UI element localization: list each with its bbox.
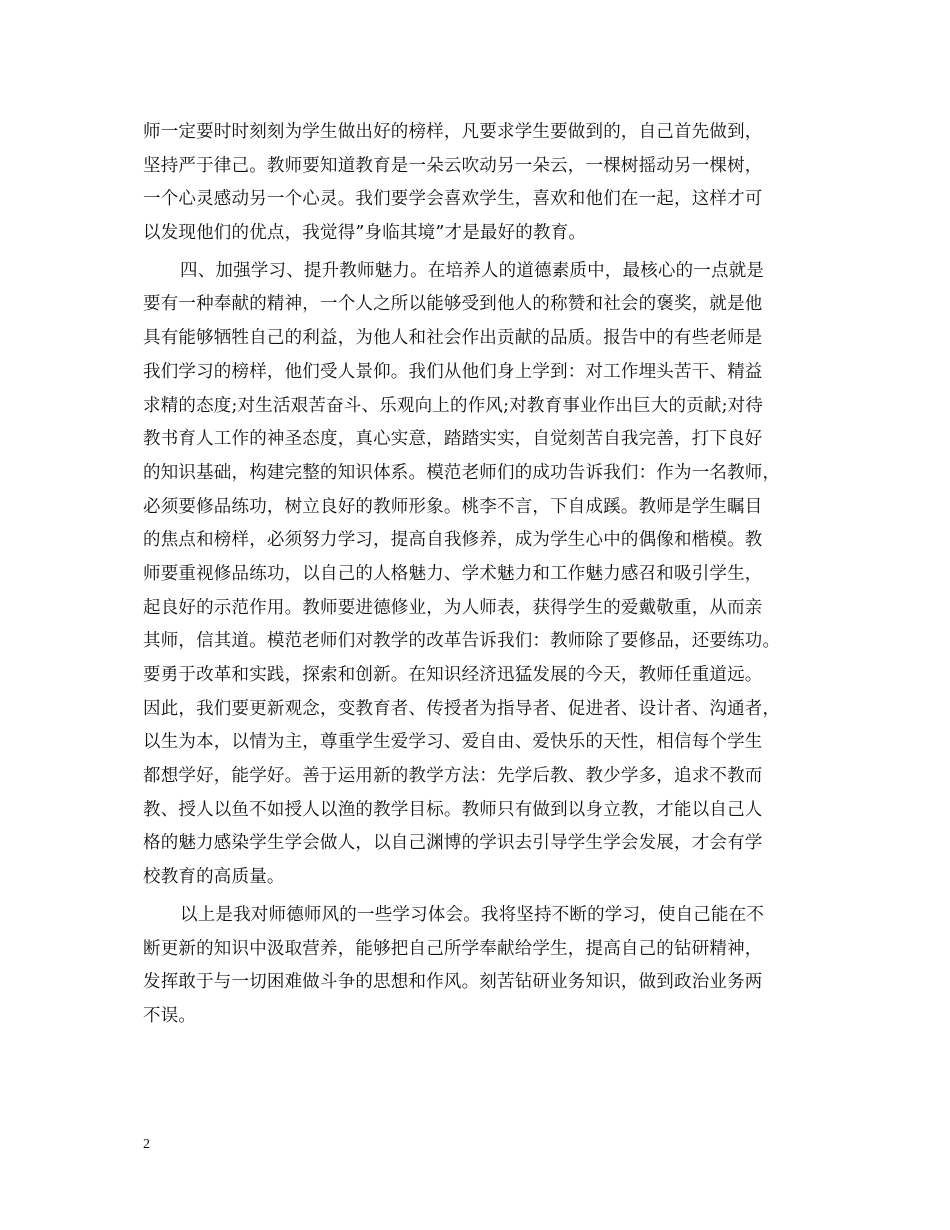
text-line: 求精的态度;对生活艰苦奋斗、乐观向上的作风;对教育事业作出巨大的贡献;对待 [143,395,764,416]
text-line: 都想学好，能学好。善于运用新的教学方法：先学后教、教少学多，追求不教而 [143,766,763,787]
text-line: 必须要修品练功，树立良好的教师形象。桃李不言，下自成蹊。教师是学生瞩目 [143,496,763,517]
text-line: 师一定要时时刻刻为学生做出好的榜样，凡要求学生要做到的，自己首先做到， [143,122,763,142]
text-line: 以生为本，以情为主，尊重学生爱学习、爱自由、爱快乐的天性，相信每个学生 [143,732,763,753]
text-line: 我们学习的榜样，他们受人景仰。我们从他们身上学到：对工作埋头苦干、精益 [143,361,763,382]
text-line: 以上是我对师德师风的一些学习体会。我将坚持不断的学习，使自己能在不 [180,904,765,925]
text-line: 具有能够牺牲自己的利益，为他人和社会作出贡献的品质。报告中的有些老师是 [143,328,763,349]
text-line: 教、授人以鱼不如授人以渔的教学目标。教师只有做到以身立教，才能以自己人 [143,799,763,820]
text-line: 坚持严于律己。教师要知道教育是一朵云吹动另一朵云，一棵树摇动另一棵树， [143,155,763,176]
text-line: 以发现他们的优点，我觉得”身临其境”才是最好的教育。 [143,223,587,244]
text-line: 校教育的高质量。 [143,867,285,888]
text-line: 不误。 [143,1005,197,1026]
paragraph [143,255,823,895]
text-line: 教书育人工作的神圣态度，真心实意，踏踏实实，自觉刻苦自我完善，打下良好 [143,429,763,450]
text-line: 因此，我们要更新观念，变教育者、传授者为指导者、促进者、设计者、沟通者， [143,698,781,719]
paragraph [143,116,823,251]
text-line: 格的魅力感染学生学会做人，以自己渊博的学识去引导学生学会发展，才会有学 [143,833,763,854]
body-text [143,116,823,1034]
text-line: 起良好的示范作用。教师要进德修业，为人师表，获得学生的爱戴敬重，从而亲 [143,597,763,618]
text-line: 要勇于改革和实践，探索和创新。在知识经济迅猛发展的今天，教师任重道远。 [143,665,763,685]
text-line: 的焦点和榜样，必须努力学习，提高自我修养，成为学生心中的偶像和楷模。教 [143,530,763,551]
text-line: 师要重视修品练功，以自己的人格魅力、学术魅力和工作魅力感召和吸引学生， [143,563,763,584]
text-line: 四、加强学习、提升教师魅力。在培养人的道德素质中，最核心的一点就是 [180,260,765,281]
paragraph [143,899,823,1034]
text-line: 其师，信其道。模范老师们对教学的改革告诉我们：教师除了要修品，还要练功。 [143,631,781,652]
text-line: 的知识基础，构建完整的知识体系。模范老师们的成功告诉我们：作为一名教师， [143,462,781,483]
text-line: 要有一种奉献的精神，一个人之所以能够受到他人的称赞和社会的褒奖，就是他 [143,294,763,315]
page-number: 2 [143,1137,150,1152]
text-line: 一个心灵感动另一个心灵。我们要学会喜欢学生，喜欢和他们在一起，这样才可 [143,189,763,210]
text-line: 断更新的知识中汲取营养，能够把自己所学奉献给学生，提高自己的钻研精神， [143,938,763,959]
text-line: 发挥敢于与一切困难做斗争的思想和作风。刻苦钻研业务知识，做到政治业务两 [143,972,763,993]
